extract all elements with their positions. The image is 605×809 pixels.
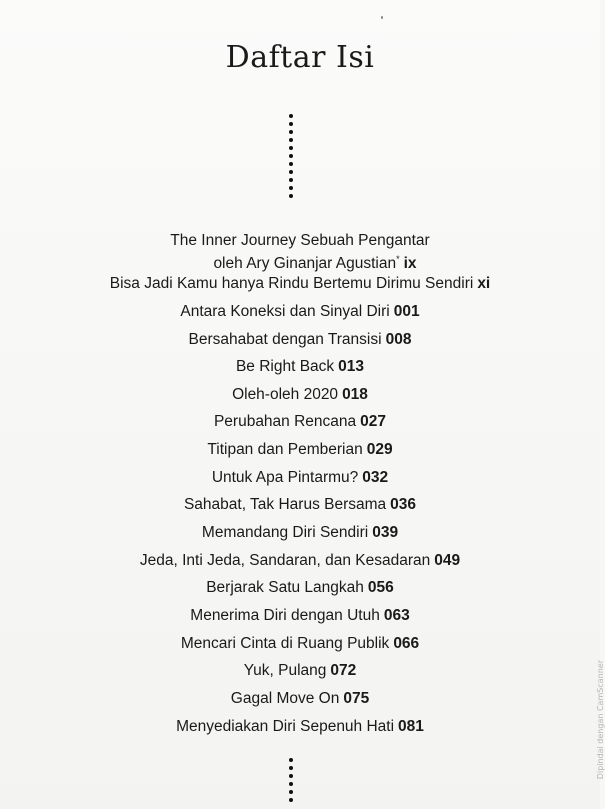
toc-entry-title: Mencari Cinta di Ruang Publik — [180, 635, 390, 652]
toc-entry-page: 036 — [390, 496, 417, 513]
page-title: Daftar Isi — [225, 40, 375, 75]
toc-entry-page: 072 — [330, 662, 357, 679]
dotted-divider-top — [288, 114, 294, 202]
scanner-watermark: Dipindai dengan CamScanner — [596, 660, 605, 780]
toc-entry-page: 032 — [362, 469, 389, 486]
toc-entry-page: 049 — [434, 552, 461, 569]
toc-entry — [0, 469, 600, 487]
toc-entry-page: 075 — [343, 690, 370, 707]
toc-entry-title: Perubahan Rencana — [213, 413, 357, 430]
toc-entry-title: Bersahabat dengan Transisi — [188, 331, 382, 348]
toc-entry-title: Be Right Back — [235, 358, 335, 375]
toc-entry-page: 008 — [385, 331, 412, 348]
toc-entry-title: Titipan dan Pemberian — [207, 441, 363, 458]
toc-entry — [0, 358, 600, 376]
toc-entry-page: 063 — [383, 607, 410, 624]
toc-entry-title: Yuk, Pulang — [243, 662, 327, 679]
toc-entry-title: Berjarak Satu Langkah — [206, 579, 364, 596]
toc-entry-title: Sahabat, Tak Harus Bersama — [183, 496, 387, 513]
toc-entry — [0, 662, 600, 680]
toc-entry-title: Gagal Move On — [230, 690, 340, 707]
toc-entry-page: 027 — [360, 413, 387, 430]
toc-entry — [0, 718, 600, 736]
toc-entry — [0, 607, 600, 625]
toc-entry-title: Memandang Diri Sendiri — [201, 524, 369, 541]
toc-entry-page: 013 — [338, 358, 365, 375]
toc-entry-title: Menyediakan Diri Sepenuh Hati — [176, 718, 395, 735]
toc-entry-footnote-mark: * — [396, 254, 400, 264]
toc-entry-subtitle: oleh Ary Ginanjar Agustian — [213, 255, 397, 273]
toc-entry — [0, 524, 600, 542]
dotted-divider-bottom — [288, 758, 294, 806]
toc-entry — [0, 303, 600, 321]
toc-entry-page: 066 — [393, 635, 420, 652]
toc-entry — [0, 413, 600, 431]
toc-entry-title: Untuk Apa Pintarmu? — [211, 469, 359, 486]
toc-entry — [0, 386, 600, 404]
toc-entry — [0, 232, 600, 273]
toc-entry-title: Bisa Jadi Kamu hanya Rindu Bertemu Dirimu Sendiri — [109, 275, 474, 292]
toc-entry-title: Oleh-oleh 2020 — [232, 386, 339, 403]
toc-entry — [0, 635, 600, 653]
toc-entry-page: 056 — [367, 579, 394, 596]
toc-entry-page: 018 — [342, 386, 368, 403]
toc-entry-title: Menerima Diri dengan Utuh — [190, 607, 380, 624]
toc-entry-title: Antara Koneksi dan Sinyal Diri — [180, 303, 390, 320]
toc-entry — [0, 331, 600, 349]
toc-entry-page: xi — [477, 275, 491, 292]
toc-entry — [0, 275, 600, 293]
toc-entry — [0, 441, 600, 459]
toc-entry-page: 029 — [366, 441, 393, 458]
toc-entry — [0, 579, 600, 597]
paper-speck — [381, 16, 383, 19]
toc-entry-page: 081 — [398, 718, 424, 735]
toc-entry — [0, 552, 600, 570]
toc-entry-page: 039 — [372, 524, 399, 541]
toc-entry — [0, 496, 600, 514]
toc-entry-title: Jeda, Inti Jeda, Sandaran, dan Kesadaran — [139, 552, 431, 569]
toc-entry-title: The Inner Journey Sebuah Pengantar — [170, 232, 430, 249]
toc-entry-page: 001 — [393, 303, 420, 320]
toc-entry — [0, 690, 600, 708]
toc-entry-page: ix — [403, 255, 417, 273]
